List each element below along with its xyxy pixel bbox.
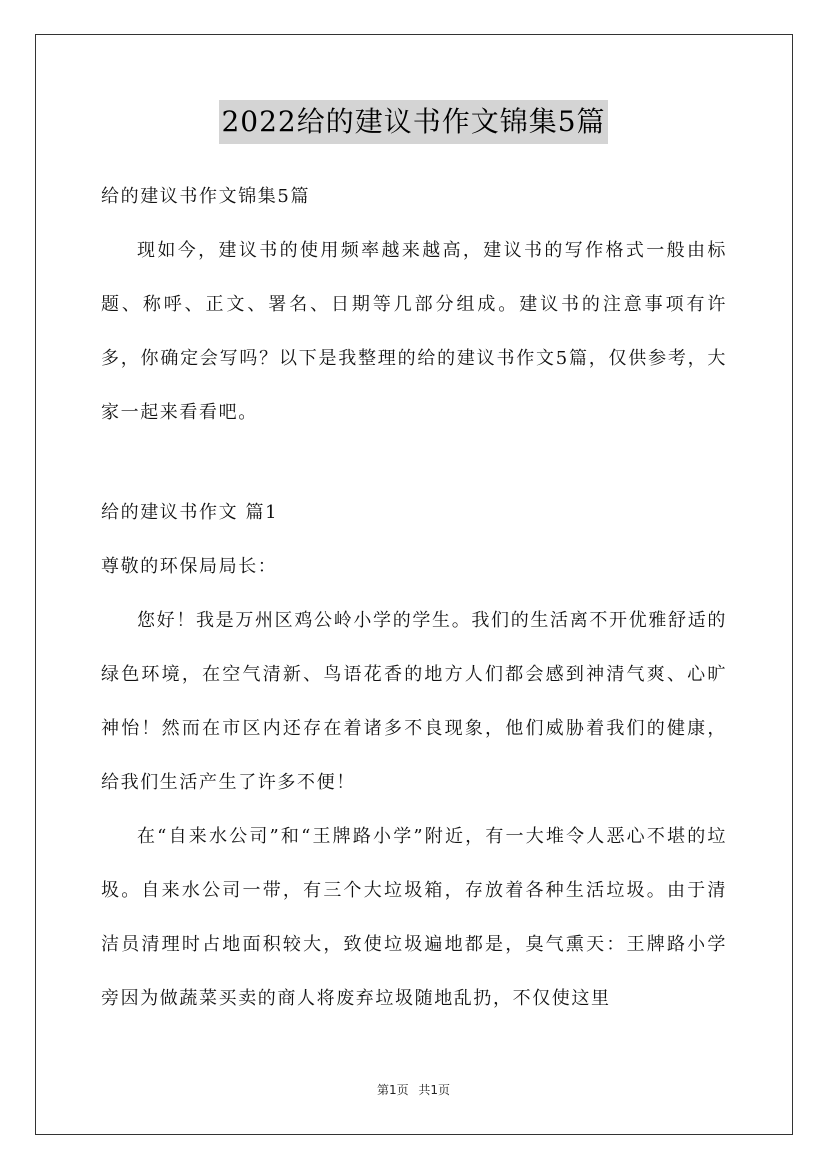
document-subtitle: 给的建议书作文锦集5篇 <box>101 186 311 207</box>
salutation: 尊敬的环保局局长： <box>101 556 278 577</box>
document-title: 2022给的建议书作文锦集5篇 <box>219 100 607 144</box>
section-heading: 给的建议书作文 篇1 <box>101 502 279 523</box>
section-gap <box>101 440 727 486</box>
page-number-total: 共1页 <box>418 1083 451 1097</box>
body-paragraph-1: 您好！我是万州区鸡公岭小学的学生。我们的生活离不开优雅舒适的绿色环境，在空气清新、鸟语花香的地方人们都会感到神清气爽、心旷神怡！然而在市区内还存在着诸多不良现象，他们威胁着我们的健康，给我们生活产生了许多不便！ <box>101 610 727 793</box>
body-paragraph-2: 在“自来水公司”和“王牌路小学”附近，有一大堆令人恶心不堪的垃圾。自来水公司一带，有三个大垃圾箱，存放着各种生活垃圾。由于清洁员清理时占地面积较大，致使垃圾遍地都是，臭气熏天：王牌路小学旁因为做蔬菜买卖的商人将废弃垃圾随地乱扔，不仅使这里 <box>101 826 727 1009</box>
page-number-current: 第1页 <box>376 1083 409 1097</box>
document-body <box>101 170 727 1026</box>
page-footer <box>0 1081 827 1098</box>
title-container <box>0 100 827 144</box>
intro-paragraph: 现如今，建议书的使用频率越来越高，建议书的写作格式一般由标题、称呼、正文、署名、日期等几部分组成。建议书的注意事项有许多，你确定会写吗？以下是我整理的给的建议书作文5篇，仅供参考，大家一起来看看吧。 <box>101 240 727 423</box>
